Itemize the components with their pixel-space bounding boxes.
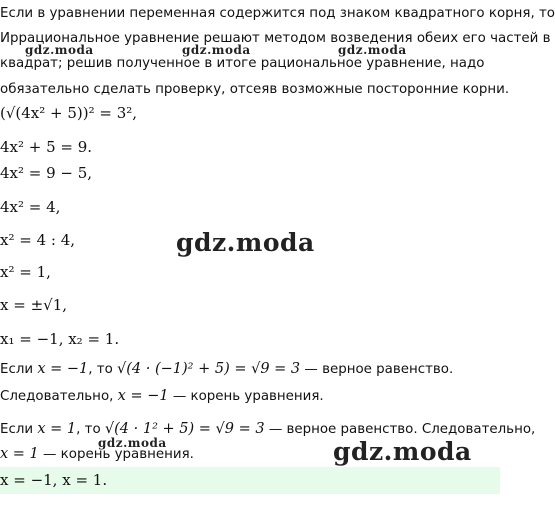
check-1-expression: √(4 · (−1)² + 5) = √9 = 3 <box>117 361 301 377</box>
step-4: 4x² = 4, <box>0 198 61 216</box>
watermark: gdz.moda <box>25 43 94 57</box>
check-2-expression: √(4 · 1² + 5) = √9 = 3 <box>104 421 265 437</box>
step-7: x = ±√1, <box>0 296 68 314</box>
check-2-prefix: Если <box>0 422 38 437</box>
watermark: gdz.moda <box>333 437 472 466</box>
step-3: 4x² = 9 − 5, <box>0 164 93 182</box>
watermark: gdz.moda <box>338 43 407 57</box>
watermark: gdz.moda <box>98 436 167 450</box>
answer-box <box>0 467 500 494</box>
step-5: x² = 4 : 4, <box>0 231 76 249</box>
intro-line-3: квадрат; решив полученное в итоге рациональное уравнение, надо <box>0 56 485 71</box>
watermark: gdz.moda <box>176 228 315 257</box>
conclusion-1-expression: x = −1 <box>117 388 169 404</box>
check-2-condition: x = 1 <box>37 421 77 437</box>
answer-text: x = −1, x = 1. <box>0 471 108 489</box>
conclusion-1-prefix: Следовательно, <box>0 389 118 404</box>
conclusion-2-expression: x = 1 <box>0 446 39 462</box>
check-2-suffix: — верное равенство. Следовательно, <box>264 422 536 437</box>
step-6: x² = 1, <box>0 263 51 281</box>
conclusion-1-suffix: — корень уравнения. <box>168 389 324 404</box>
check-1-mid: , то <box>88 362 118 377</box>
conclusion-2-suffix: — корень уравнения. <box>38 447 194 462</box>
intro-line-2: Иррациональное уравнение решают методом возведения обеих его частей в <box>0 31 551 46</box>
step-1: (√(4x² + 5))² = 3², <box>0 104 138 122</box>
check-2-mid: , то <box>76 422 105 437</box>
step-2: 4x² + 5 = 9. <box>0 138 93 156</box>
check-1-prefix: Если <box>0 362 38 377</box>
conclusion-1 <box>0 387 500 406</box>
check-1 <box>0 360 500 379</box>
step-8: x₁ = −1, x₂ = 1. <box>0 330 120 348</box>
check-1-condition: x = −1 <box>37 361 89 377</box>
check-1-suffix: — верное равенство. <box>300 362 454 377</box>
intro-line-1: Если в уравнении переменная содержится под знаком квадратного корня, то <box>0 6 555 21</box>
intro-line-4: обязательно сделать проверку, отсеяв возможные посторонние корни. <box>0 82 510 97</box>
watermark: gdz.moda <box>182 43 251 57</box>
